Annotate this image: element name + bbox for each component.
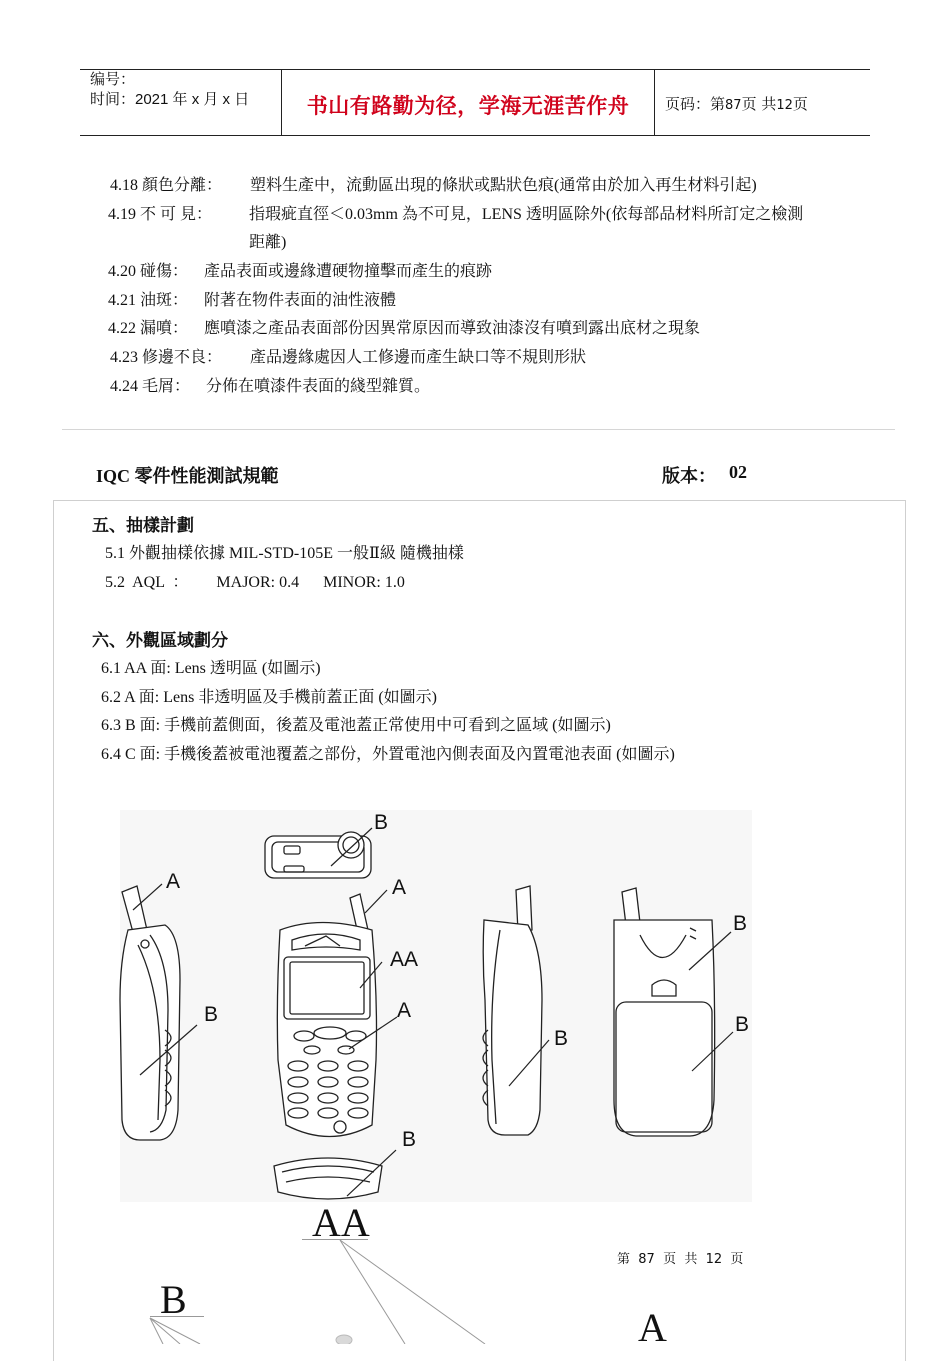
label-battery-b: B xyxy=(735,1013,750,1036)
definition-text: 塑料生產中，流動區出現的條狀或點狀色痕(通常由於加入再生材料引起) xyxy=(250,177,757,194)
definition-text: 附著在物件表面的油性液體 xyxy=(204,292,397,309)
header-page-info: 页码：第87页 共12页 xyxy=(665,95,808,113)
definition-item: 4.23 修邊不良： xyxy=(110,349,223,366)
section-item: 6.1 AA 面: Lens 透明區 (如圖示) xyxy=(101,660,321,677)
definition-text: 指瑕疵直徑＜0.03mm 為不可見，LENS 透明區除外(依每部品材料所訂定之檢測 xyxy=(249,206,804,223)
big-label-a: A xyxy=(638,1305,667,1350)
definition-item: 4.22 漏噴： xyxy=(108,320,189,337)
header-motto: 书山有路勤为径，学海无涯苦作舟 xyxy=(306,94,630,118)
label-antenna-a: A xyxy=(392,876,407,899)
big-label-b: B xyxy=(160,1277,187,1322)
label-top-b: B xyxy=(374,811,389,834)
definition-text-cont: 距離) xyxy=(249,234,287,251)
definition-text: 分佈在噴漆件表面的綫型雜質。 xyxy=(206,378,431,395)
doc-time-label: 时间：2021 年 x 月 x 日 xyxy=(90,91,250,108)
label-back-b: B xyxy=(733,912,748,935)
definition-item: 4.20 碰傷： xyxy=(108,263,189,280)
version-value: 02 xyxy=(729,462,747,482)
label-side-b: B xyxy=(204,1003,219,1026)
definition-item: 4.19 不 可 見： xyxy=(108,206,213,223)
definition-item: 4.18 顏色分離： xyxy=(110,177,223,194)
label-side-a: A xyxy=(166,870,181,893)
label-right-side-b: B xyxy=(554,1027,569,1050)
section-item: 6.3 B 面: 手機前蓋側面，後蓋及電池蓋正常使用中可看到之區域 (如圖示) xyxy=(101,717,611,734)
definition-item: 4.24 毛屑： xyxy=(110,378,191,395)
big-label-aa: AA xyxy=(312,1200,370,1245)
definition-text: 產品邊緣處因人工修邊而產生缺口等不規則形狀 xyxy=(250,349,587,366)
doc-id-label: 编号： xyxy=(90,71,136,88)
section-title: 五、抽樣計劃 xyxy=(92,516,194,536)
version-label: 版本： xyxy=(662,466,716,486)
label-front-a: A xyxy=(397,999,412,1022)
section-item: 5.1 外觀抽樣依據 MIL-STD-105E 一般Ⅱ級 隨機抽樣 xyxy=(105,545,464,562)
section-item: 6.2 A 面: Lens 非透明區及手機前蓋正面 (如圖示) xyxy=(101,689,437,706)
label-lens-aa: AA xyxy=(390,948,419,971)
definition-item: 4.21 油斑： xyxy=(108,292,189,309)
section-item: 6.4 C 面: 手機後蓋被電池覆蓋之部份，外置電池內側表面及內置電池表面 (如圖示) xyxy=(101,746,675,763)
definition-text: 產品表面或邊緣遭硬物撞擊而產生的痕跡 xyxy=(204,263,493,280)
label-bottom-b: B xyxy=(402,1128,417,1151)
definition-text: 應噴漆之產品表面部份因異常原因而導致油漆沒有噴到露出底材之現象 xyxy=(204,320,701,337)
doc-title: IQC 零件性能測試規範 xyxy=(96,466,279,486)
section-item: 5.2 AQL ： MAJOR: 0.4 MINOR: 1.0 xyxy=(105,574,405,591)
section-title: 六、外觀區域劃分 xyxy=(92,631,228,651)
page-footer: 第 87 页 共 12 页 xyxy=(617,1252,744,1267)
